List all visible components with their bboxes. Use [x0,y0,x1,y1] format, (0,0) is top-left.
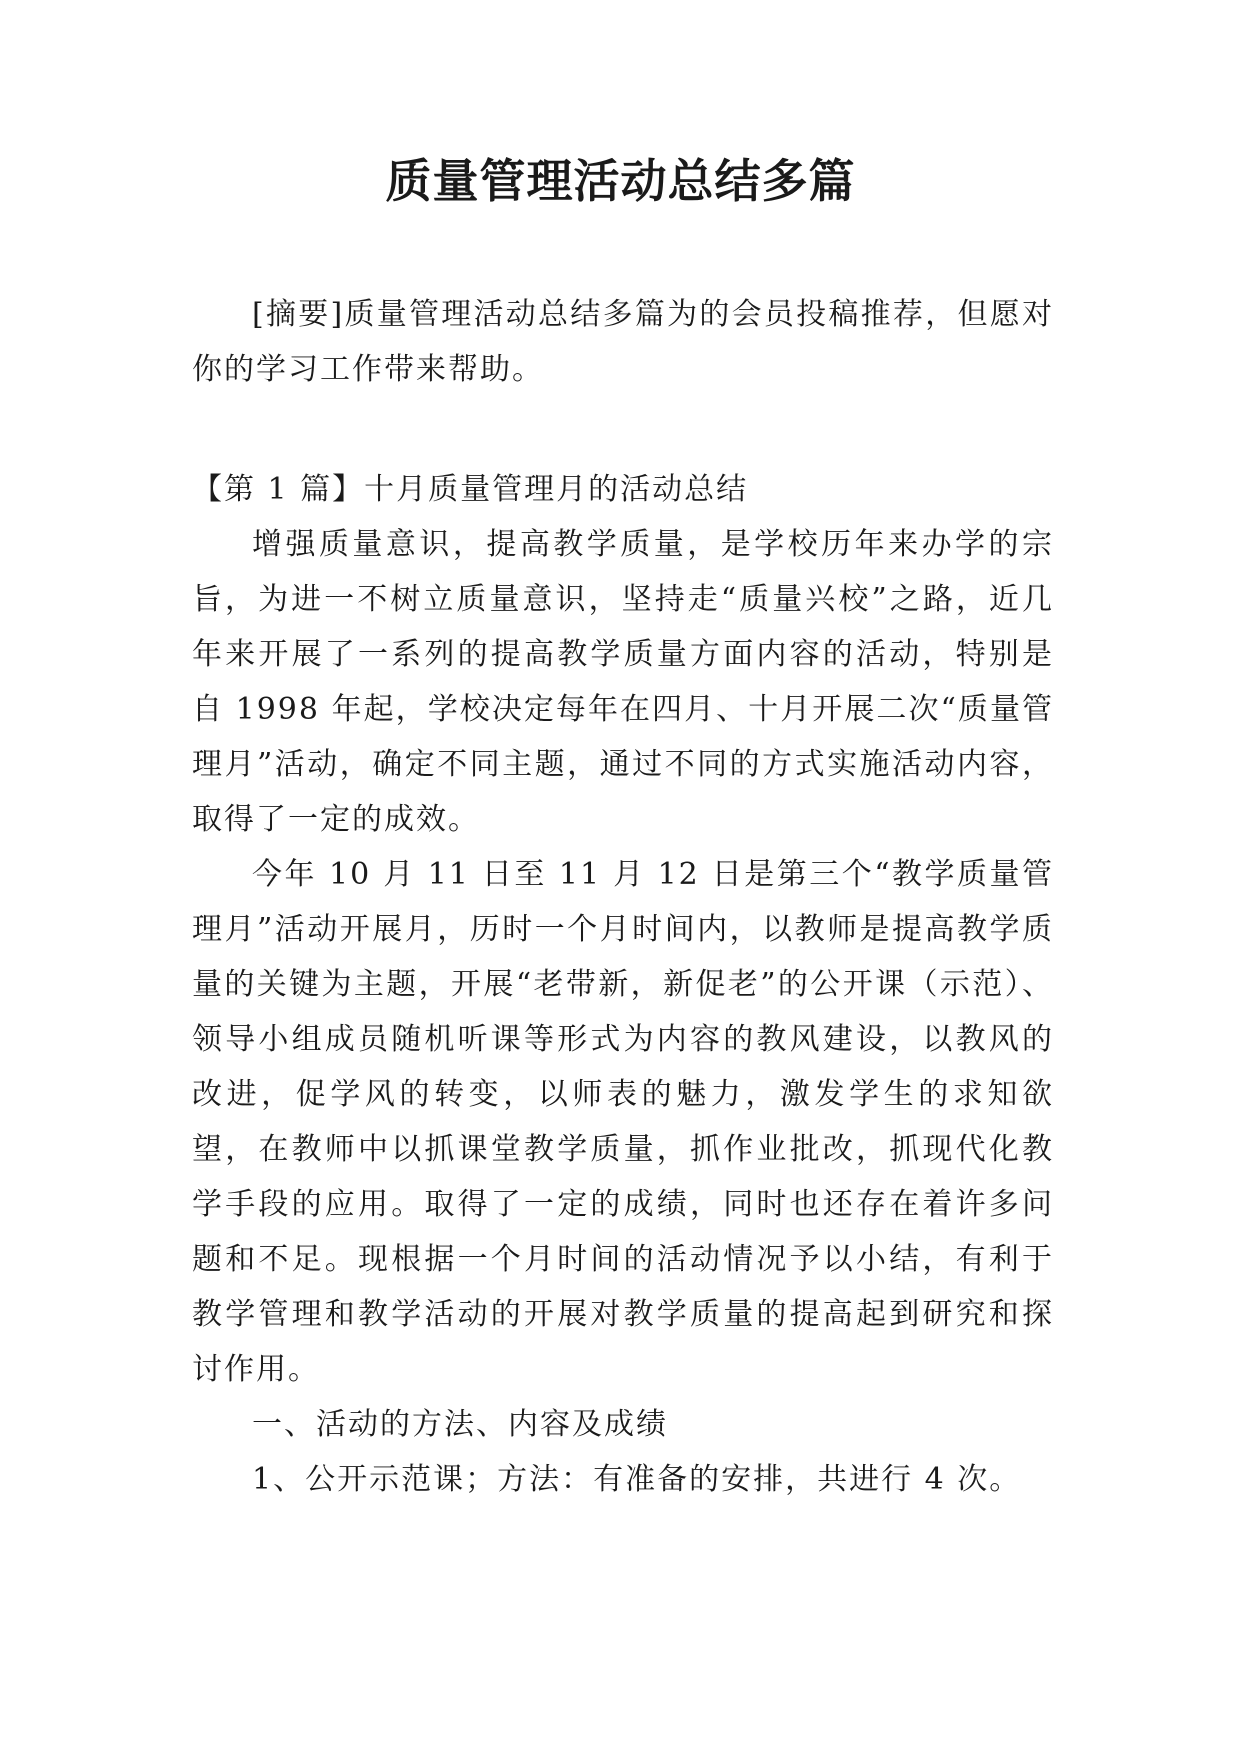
paragraph-intro: 增强质量意识，提高教学质量，是学校历年来办学的宗旨，为进一不树立质量意识，坚持走“质量兴校”之路，近几年来开展了一系列的提高教学质量方面内容的活动，特别是自 1998 年起，学校决定每年在四月、十月开展二次“质量管理月”活动，确定不同主题，通过不同的方式实施活动内容，取得了一定的成效。 [192,527,1054,837]
list-item-open-class: 1、公开示范课；方法：有准备的安排，共进行 4 次。 [252,1462,1022,1497]
paragraph-activity-month: 今年 10 月 11 日至 11 月 12 日是第三个“教学质量管理月”活动开展月，历时一个月时间内，以教师是提高教学质量的关键为主题，开展“老带新，新促老”的公开课（示范）、领导小组成员随机听课等形式为内容的教风建设，以教风的改进，促学风的转变，以师表的魅力，激发学生的求知欲望，在教师中以抓课堂教学质量，抓作业批改，抓现代化教学手段的应用。取得了一定的成绩，同时也还存在着许多问题和不足。现根据一个月时间的活动情况予以小结，有利于教学管理和教学活动的开展对教学质量的提高起到研究和探讨作用。 [192,857,1054,1387]
subheading-methods: 一、活动的方法、内容及成绩 [252,1407,668,1442]
abstract-paragraph: [摘要]质量管理活动总结多篇为的会员投稿推荐，但愿对你的学习工作带来帮助。 [192,297,1054,387]
section-heading: 【第 1 篇】十月质量管理月的活动总结 [192,472,749,507]
section-content [192,517,1054,1507]
document-title: 质量管理活动总结多篇 [385,154,856,208]
